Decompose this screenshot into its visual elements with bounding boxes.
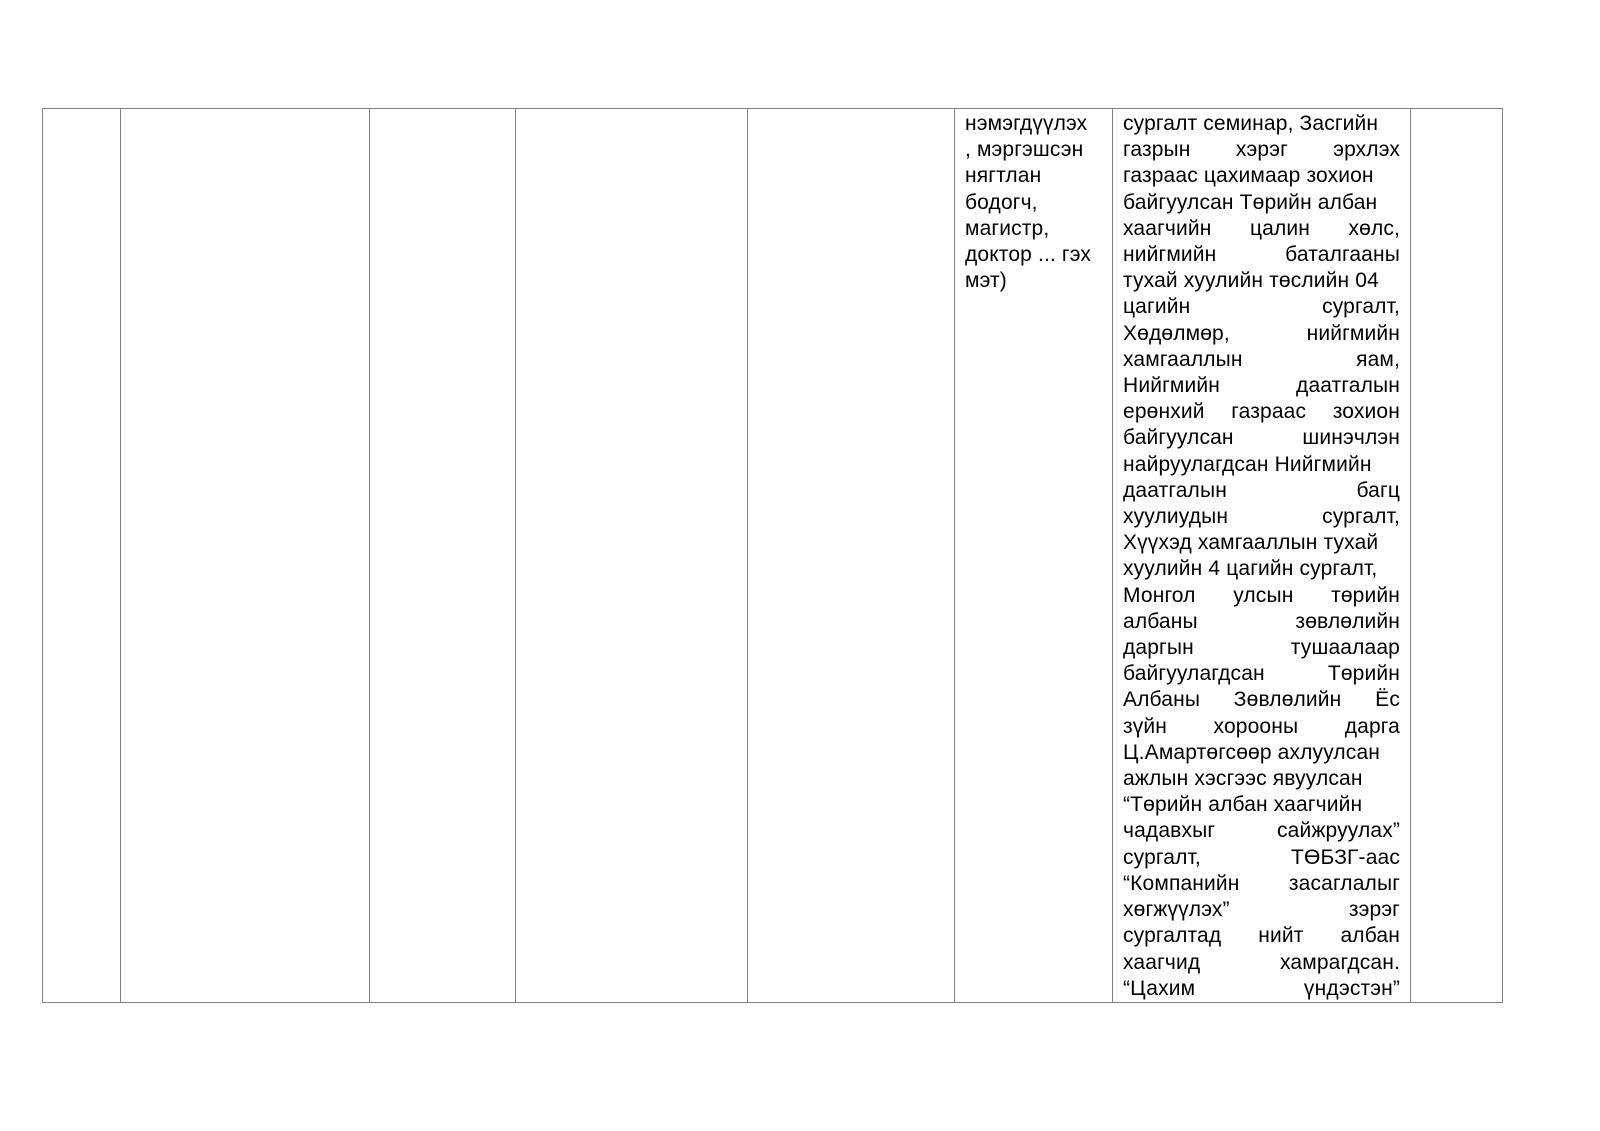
text-line bbox=[1123, 976, 1400, 1002]
text-segment: Монгол bbox=[1123, 583, 1196, 607]
text-segment: “Цахим bbox=[1123, 976, 1196, 1000]
text-segment: зөвлөлийн bbox=[1295, 609, 1400, 633]
table-cell-col2 bbox=[121, 109, 370, 1003]
text-line bbox=[1123, 242, 1400, 268]
text-segment: газрын bbox=[1123, 138, 1191, 162]
text-segment: хорооны bbox=[1213, 714, 1299, 738]
text-segment: сургалт, bbox=[1123, 845, 1201, 869]
text-segment: тушаалаар bbox=[1290, 636, 1400, 660]
text-segment: даатгалын bbox=[1123, 478, 1227, 502]
text-segment: цалин bbox=[1249, 216, 1310, 240]
text-line bbox=[1123, 714, 1400, 740]
text-line: мэт) bbox=[965, 269, 1007, 293]
text-segment: төрийн bbox=[1331, 583, 1400, 607]
table-row bbox=[43, 109, 1503, 1003]
text-segment: зохион bbox=[1332, 400, 1400, 424]
table-cell-col1 bbox=[43, 109, 121, 1003]
text-segment: Төрийн bbox=[1327, 662, 1400, 686]
text-segment: нийт bbox=[1258, 924, 1304, 948]
qualification-text bbox=[955, 109, 1112, 294]
text-segment: тухай хуулийн төслийн 04 bbox=[1123, 269, 1379, 293]
text-line bbox=[1123, 687, 1400, 713]
text-line bbox=[1123, 452, 1400, 478]
text-line: магистр, bbox=[965, 216, 1050, 240]
text-line bbox=[1123, 950, 1400, 976]
text-line bbox=[1123, 923, 1400, 949]
text-segment: сургалт, bbox=[1322, 505, 1400, 529]
text-segment: хуулийн 4 цагийн сургалт, bbox=[1123, 557, 1378, 581]
text-segment: газраас bbox=[1231, 400, 1307, 424]
text-line bbox=[1123, 294, 1400, 320]
text-segment: хаагчид bbox=[1123, 950, 1201, 974]
text-line bbox=[1123, 871, 1400, 897]
table-cell-col8 bbox=[1411, 109, 1503, 1003]
text-line bbox=[1123, 740, 1400, 766]
text-segment: байгуулсан Төрийн албан bbox=[1123, 190, 1378, 214]
text-line bbox=[1123, 609, 1400, 635]
table-cell-col6 bbox=[955, 109, 1113, 1003]
text-segment: ажлын хэсгээс явуулсан bbox=[1123, 767, 1363, 791]
text-segment: ерөнхий bbox=[1123, 400, 1205, 424]
table-cell-col5 bbox=[748, 109, 955, 1003]
text-line bbox=[1123, 792, 1400, 818]
text-segment: даатгалын bbox=[1296, 374, 1400, 398]
text-segment: засаглалыг bbox=[1288, 871, 1400, 895]
text-segment: нийгмийн bbox=[1306, 321, 1400, 345]
text-line bbox=[1123, 111, 1400, 137]
text-segment: хамгааллын bbox=[1123, 347, 1243, 371]
table-cell-col3 bbox=[370, 109, 516, 1003]
text-segment: байгуулсан bbox=[1123, 426, 1234, 450]
text-segment: найруулагдсан Нийгмийн bbox=[1123, 452, 1372, 476]
text-segment: хаагчийн bbox=[1123, 216, 1212, 240]
text-segment: сургалт семинар, Засгийн bbox=[1123, 112, 1379, 135]
text-line bbox=[1123, 504, 1400, 530]
text-line bbox=[1123, 661, 1400, 687]
text-segment: албан bbox=[1340, 924, 1400, 948]
text-line bbox=[1123, 190, 1400, 216]
text-segment: шинэчлэн bbox=[1302, 426, 1400, 450]
table-cell-col7 bbox=[1113, 109, 1411, 1003]
text-segment: хуулиудын bbox=[1123, 505, 1229, 529]
training-description-text bbox=[1113, 109, 1410, 1002]
text-segment: хэрэг bbox=[1235, 138, 1288, 162]
text-line bbox=[1123, 556, 1400, 582]
text-segment: “Төрийн албан хаагчийн bbox=[1123, 793, 1363, 817]
text-segment: эрхлэх bbox=[1333, 138, 1400, 162]
text-line: бодогч, bbox=[965, 190, 1038, 214]
text-segment: нийгмийн bbox=[1123, 243, 1217, 267]
text-line bbox=[1123, 478, 1400, 504]
text-segment: хамрагдсан. bbox=[1280, 950, 1400, 974]
text-segment: багц bbox=[1356, 478, 1400, 502]
text-line bbox=[1123, 321, 1400, 347]
text-segment: ТӨБЗГ-аас bbox=[1291, 845, 1400, 869]
text-segment: баталгааны bbox=[1285, 243, 1400, 267]
text-line bbox=[1123, 137, 1400, 163]
text-line bbox=[1123, 635, 1400, 661]
text-segment: албаны bbox=[1123, 609, 1198, 633]
text-segment: сайжруулах” bbox=[1276, 819, 1400, 843]
text-segment: Зөвлөлийн bbox=[1233, 688, 1342, 712]
text-line: нэмэгдүүлэх bbox=[965, 112, 1088, 135]
text-line bbox=[1123, 425, 1400, 451]
text-line bbox=[1123, 347, 1400, 373]
text-segment: зүйн bbox=[1123, 714, 1168, 738]
text-line: доктор ... гэх bbox=[965, 243, 1092, 267]
text-segment: цагийн bbox=[1123, 295, 1191, 319]
text-segment: Хөдөлмөр, bbox=[1123, 321, 1230, 345]
table-cell-col4 bbox=[516, 109, 748, 1003]
text-line bbox=[1123, 583, 1400, 609]
text-segment: Ц.Амартөгсөөр ахлуулсан bbox=[1123, 740, 1381, 764]
text-segment: улсын bbox=[1233, 583, 1294, 607]
text-line: , мэргэшсэн bbox=[965, 138, 1084, 162]
text-line bbox=[1123, 818, 1400, 844]
text-segment: Нийгмийн bbox=[1123, 374, 1220, 398]
text-segment: хөлс, bbox=[1348, 216, 1400, 240]
text-segment: байгуулагдсан bbox=[1123, 662, 1265, 686]
text-line bbox=[1123, 897, 1400, 923]
text-segment: зэрэг bbox=[1348, 898, 1400, 922]
text-segment: Ёс bbox=[1375, 688, 1400, 712]
text-segment: Албаны bbox=[1123, 688, 1201, 712]
text-segment: үндэстэн” bbox=[1303, 976, 1400, 1000]
text-line bbox=[1123, 845, 1400, 871]
text-segment: даргын bbox=[1123, 636, 1194, 660]
text-line bbox=[1123, 373, 1400, 399]
text-line: нягтлан bbox=[965, 164, 1042, 188]
text-segment: яам, bbox=[1356, 347, 1400, 371]
text-segment: сургалтад bbox=[1123, 924, 1222, 948]
text-segment: чадавхыг bbox=[1123, 819, 1216, 843]
text-line bbox=[1123, 399, 1400, 425]
text-segment: Хүүхэд хамгааллын тухай bbox=[1123, 531, 1379, 555]
text-segment: газраас цахимаар зохион bbox=[1123, 164, 1374, 188]
text-line bbox=[1123, 766, 1400, 792]
text-segment: дарга bbox=[1344, 714, 1400, 738]
text-line bbox=[1123, 163, 1400, 189]
data-table bbox=[42, 108, 1503, 1003]
text-line bbox=[1123, 530, 1400, 556]
text-segment: сургалт, bbox=[1322, 295, 1400, 319]
text-segment: хөгжүүлэх” bbox=[1123, 898, 1230, 922]
text-segment: “Компанийн bbox=[1123, 871, 1240, 895]
text-line bbox=[1123, 268, 1400, 294]
text-line bbox=[1123, 216, 1400, 242]
